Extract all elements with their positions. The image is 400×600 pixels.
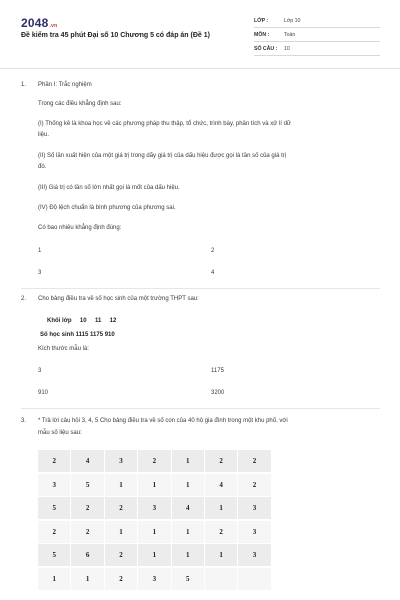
table-cell: 3 — [105, 450, 138, 472]
table-cell: 1 — [172, 521, 205, 543]
table-cell: 3 — [138, 497, 171, 519]
table-cell — [205, 568, 238, 590]
statement-1-cont: liệu. — [38, 132, 50, 138]
meta-value: Toán — [284, 31, 296, 38]
statement-2-cont: đó. — [38, 164, 47, 170]
table-cell: 5 — [71, 474, 104, 496]
table-cell: 5 — [172, 568, 205, 590]
table-cell: 2 — [205, 521, 238, 543]
table-cell: 2 — [105, 497, 138, 519]
question-ask: Có bao nhiêu khẳng định đúng: — [38, 225, 122, 231]
table-cell: 2 — [205, 450, 238, 472]
option-a[interactable]: 1 — [38, 248, 42, 254]
table-cell: 5 — [38, 544, 71, 566]
table-cell: 2 — [105, 544, 138, 566]
table-cell: 6 — [71, 544, 104, 566]
question-separator — [21, 408, 380, 409]
table-cell: 4 — [172, 497, 205, 519]
option-b[interactable]: 2 — [211, 248, 215, 254]
meta-info — [254, 14, 380, 56]
table-row — [38, 568, 272, 592]
header-divider — [0, 68, 400, 69]
table-cell: 4 — [71, 450, 104, 472]
statement-4: (IV) Độ lệch chuẩn là bình phương của phương sai. — [38, 205, 176, 211]
table-cell: 1 — [138, 521, 171, 543]
table-cell: 1 — [105, 521, 138, 543]
table-cell — [238, 568, 271, 590]
table-cell: 1 — [138, 544, 171, 566]
table-cell: 1 — [38, 568, 71, 590]
question-number: 2. — [21, 296, 27, 302]
logo-text: 2048 — [21, 16, 49, 30]
section-title: Phần I: Trắc nghiệm — [38, 82, 92, 88]
table-row — [38, 497, 272, 521]
meta-value: Lớp 10 — [284, 17, 301, 24]
meta-row-subject — [254, 28, 380, 42]
option-a[interactable]: 3 — [38, 368, 42, 374]
logo-suffix: .vn — [49, 23, 58, 29]
table-row — [38, 544, 272, 568]
sample-data-table — [38, 450, 272, 591]
table-cell: 1 — [138, 474, 171, 496]
table-cell: 1 — [205, 544, 238, 566]
table-cell: 3 — [238, 544, 271, 566]
table-cell: 3 — [138, 568, 171, 590]
table-row — [38, 450, 272, 474]
table-cell: 2 — [38, 450, 71, 472]
option-c[interactable]: 3 — [38, 270, 42, 276]
question-separator — [21, 288, 380, 289]
statement-1: (I) Thống kê là khoa học về các phương pháp thu thập, tổ chức, trình bày, phân tích và xử lí dữ — [38, 121, 291, 127]
question-text-cont: mẫu số liệu sau: — [38, 430, 82, 436]
question-ask: Kích thước mẫu là: — [38, 346, 89, 352]
meta-value: 10 — [284, 45, 290, 52]
site-logo[interactable] — [21, 16, 57, 30]
table-cell: 4 — [205, 474, 238, 496]
question-intro: Trong các điều khẳng định sau: — [38, 101, 122, 107]
table-cell: 2 — [238, 474, 271, 496]
option-d[interactable]: 3200 — [211, 390, 225, 396]
meta-key: MÔN : — [254, 31, 270, 38]
option-c[interactable]: 910 — [38, 390, 49, 396]
question-number: 1. — [21, 82, 27, 88]
question-text: Cho bảng điều tra về số học sinh của một trường THPT sau: — [38, 296, 199, 302]
meta-key: SỐ CÂU : — [254, 45, 278, 52]
meta-row-class — [254, 14, 380, 28]
page-title: Đề kiểm tra 45 phút Đại số 10 Chương 5 có đáp án (Đề 1) — [21, 32, 210, 39]
table-cell: 2 — [105, 568, 138, 590]
table-cell: 2 — [71, 521, 104, 543]
table-cell: 2 — [138, 450, 171, 472]
survey-row-grade: Khối lớp 10 11 12 — [47, 318, 117, 324]
table-cell: 1 — [71, 568, 104, 590]
question-number: 3. — [21, 418, 27, 424]
table-cell: 5 — [38, 497, 71, 519]
table-cell: 3 — [38, 474, 71, 496]
statement-2: (II) Số lần xuất hiện của một giá trị trong dãy giá trị của dấu hiệu được gọi là tần số của giá trị — [38, 153, 287, 159]
meta-row-count — [254, 42, 380, 56]
option-d[interactable]: 4 — [211, 270, 215, 276]
statement-3: (III) Giá trị có tần số lớn nhất gọi là mốt của dấu hiệu. — [38, 185, 180, 191]
table-cell: 2 — [71, 497, 104, 519]
option-b[interactable]: 1175 — [211, 368, 224, 374]
table-cell: 1 — [172, 474, 205, 496]
table-cell: 3 — [238, 497, 271, 519]
table-cell: 1 — [172, 544, 205, 566]
survey-row-students: Số học sinh 1115 1175 910 — [40, 332, 115, 338]
meta-key: LỚP : — [254, 17, 269, 24]
table-cell: 3 — [238, 521, 271, 543]
table-cell: 1 — [205, 497, 238, 519]
table-cell: 1 — [172, 450, 205, 472]
table-row — [38, 521, 272, 545]
table-cell: 1 — [105, 474, 138, 496]
page-header — [0, 0, 400, 68]
table-row — [38, 474, 272, 498]
table-cell: 2 — [238, 450, 271, 472]
question-text: * Trả lời câu hỏi 3, 4, 5 Cho bảng điều tra về số con của 40 hộ gia đình trong một khu phố, với — [38, 418, 288, 424]
table-cell: 2 — [38, 521, 71, 543]
